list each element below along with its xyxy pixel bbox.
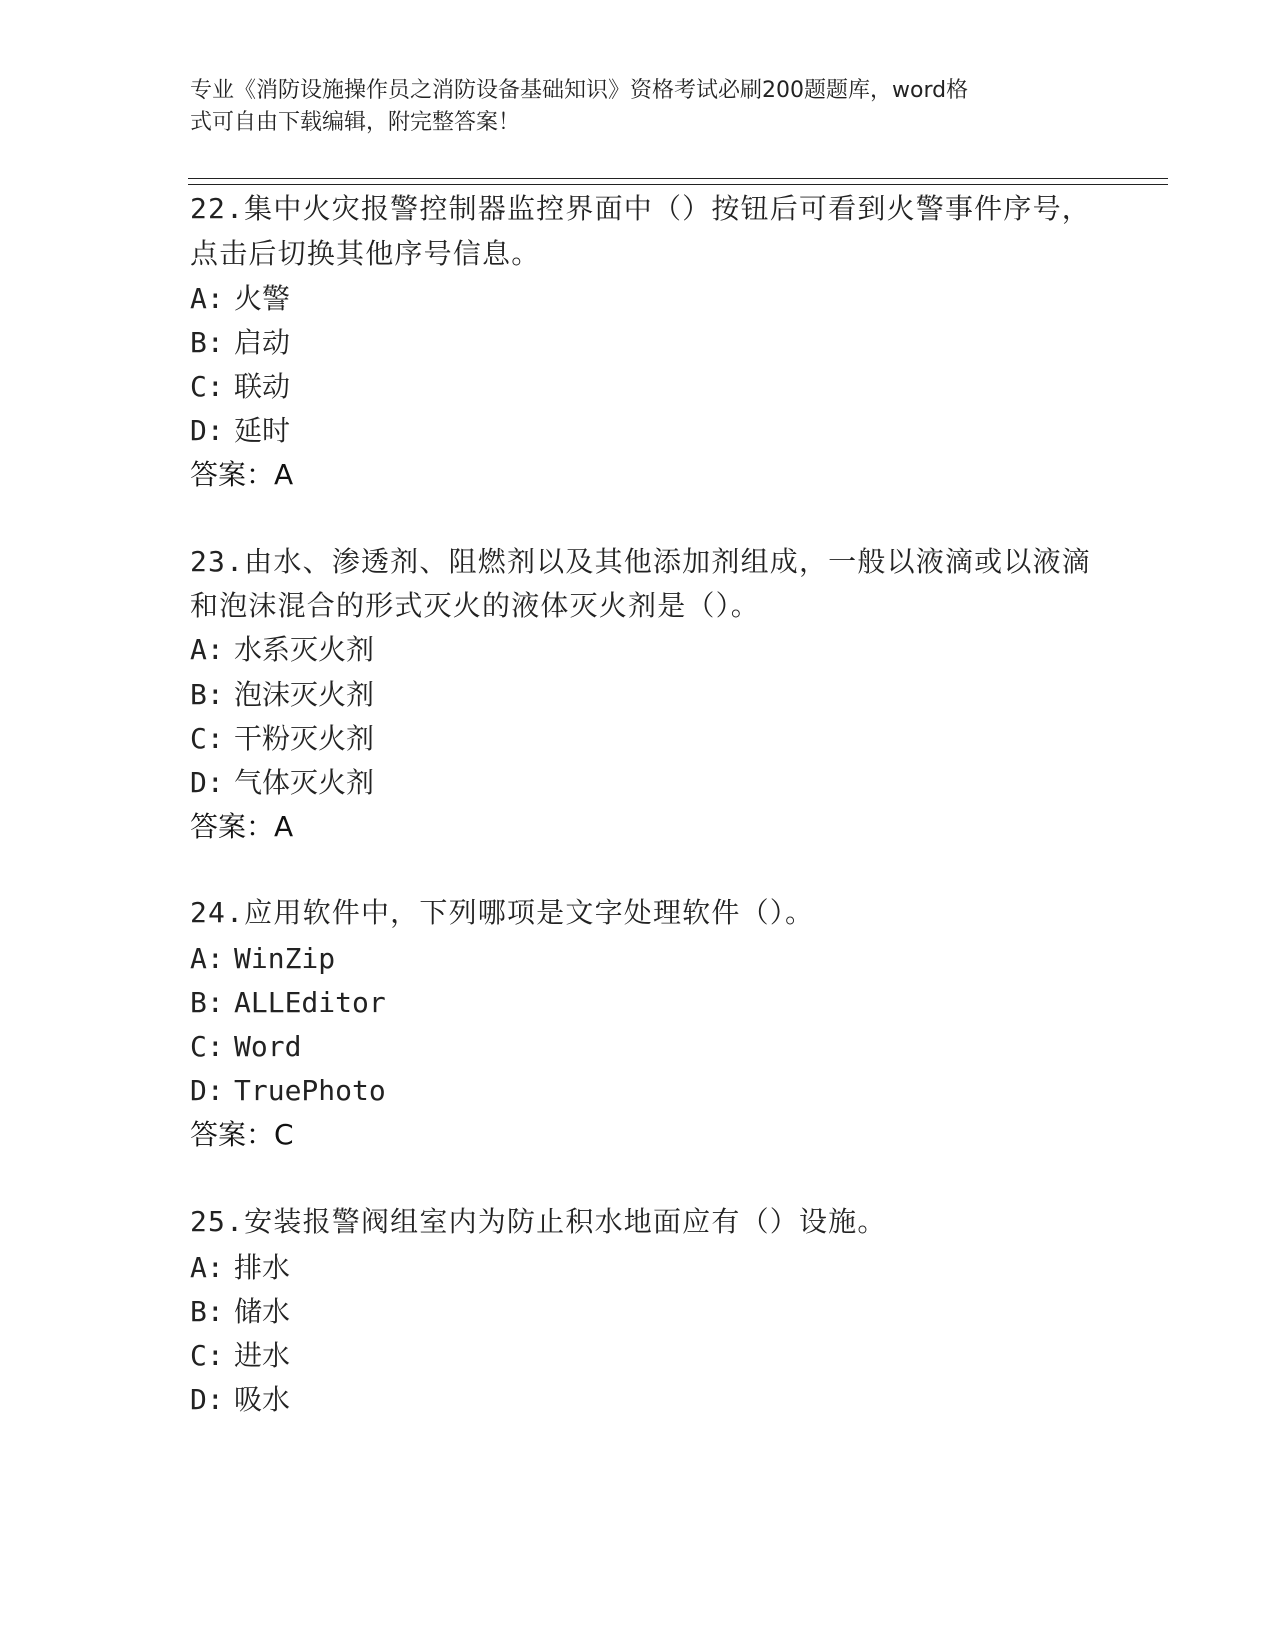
option-text: 储水 (234, 1295, 291, 1328)
option-label: D: (190, 1074, 224, 1107)
option-c (190, 722, 374, 756)
option-label: D: (190, 414, 224, 447)
option-label: B: (190, 326, 224, 359)
option-c (190, 1339, 290, 1373)
option-d (190, 1074, 386, 1108)
option-label: D: (190, 1383, 224, 1416)
option-a (190, 633, 374, 667)
option-text: TruePhoto (234, 1074, 386, 1107)
header-rule-bottom (188, 184, 1168, 185)
option-b (190, 986, 386, 1020)
option-d (190, 414, 290, 448)
option-label: B: (190, 986, 224, 1019)
option-text: ALLEditor (234, 986, 386, 1019)
option-label: B: (190, 678, 224, 711)
option-b (190, 326, 290, 360)
option-label: A: (190, 942, 224, 975)
option-text: 启动 (234, 326, 291, 359)
option-a (190, 1251, 290, 1285)
header-line-1: 专业《消防设施操作员之消防设备基础知识》资格考试必刷200题题库，word格 (190, 78, 969, 103)
option-b (190, 1295, 290, 1329)
question-stem-line: 23.由水、渗透剂、阻燃剂以及其他添加剂组成，一般以液滴或以液滴 (190, 545, 1091, 578)
option-text: 干粉灭火剂 (234, 722, 375, 755)
option-text: Word (234, 1030, 302, 1063)
option-label: B: (190, 1295, 224, 1328)
option-d (190, 1383, 290, 1417)
header-line-2: 式可自由下载编辑，附完整答案！ (190, 110, 521, 135)
answer-text: 答案：A (190, 810, 294, 843)
option-text: 延时 (234, 414, 291, 447)
option-label: C: (190, 722, 224, 755)
option-label: C: (190, 1030, 224, 1063)
option-label: D: (190, 766, 224, 799)
option-text: 进水 (234, 1339, 291, 1372)
option-text: 水系灭火剂 (234, 633, 375, 666)
question-stem-line: 和泡沫混合的形式灭火的液体灭火剂是（）。 (190, 589, 761, 622)
option-c (190, 370, 290, 404)
option-a (190, 942, 335, 976)
option-text: 火警 (234, 282, 291, 315)
question-stem-line: 22.集中火灾报警控制器监控界面中（）按钮后可看到火警事件序号， (190, 192, 1091, 225)
question-stem-line: 点击后切换其他序号信息。 (190, 237, 541, 270)
option-text: WinZip (234, 942, 336, 975)
question-stem-line: 25.安装报警阀组室内为防止积水地面应有（）设施。 (190, 1205, 887, 1238)
option-label: A: (190, 1251, 224, 1284)
option-text: 吸水 (234, 1383, 291, 1416)
option-c (190, 1030, 301, 1064)
option-b (190, 678, 374, 712)
header-rule-top (188, 178, 1168, 179)
option-d (190, 766, 374, 800)
option-text: 气体灭火剂 (234, 766, 375, 799)
option-label: A: (190, 282, 224, 315)
option-label: A: (190, 633, 224, 666)
option-text: 排水 (234, 1251, 291, 1284)
option-text: 联动 (234, 370, 291, 403)
option-text: 泡沫灭火剂 (234, 678, 375, 711)
option-label: C: (190, 1339, 224, 1372)
option-label: C: (190, 370, 224, 403)
answer-text: 答案：A (190, 458, 294, 491)
option-a (190, 282, 290, 316)
answer-text: 答案：C (190, 1118, 294, 1151)
question-stem-line: 24.应用软件中，下列哪项是文字处理软件（）。 (190, 896, 815, 929)
